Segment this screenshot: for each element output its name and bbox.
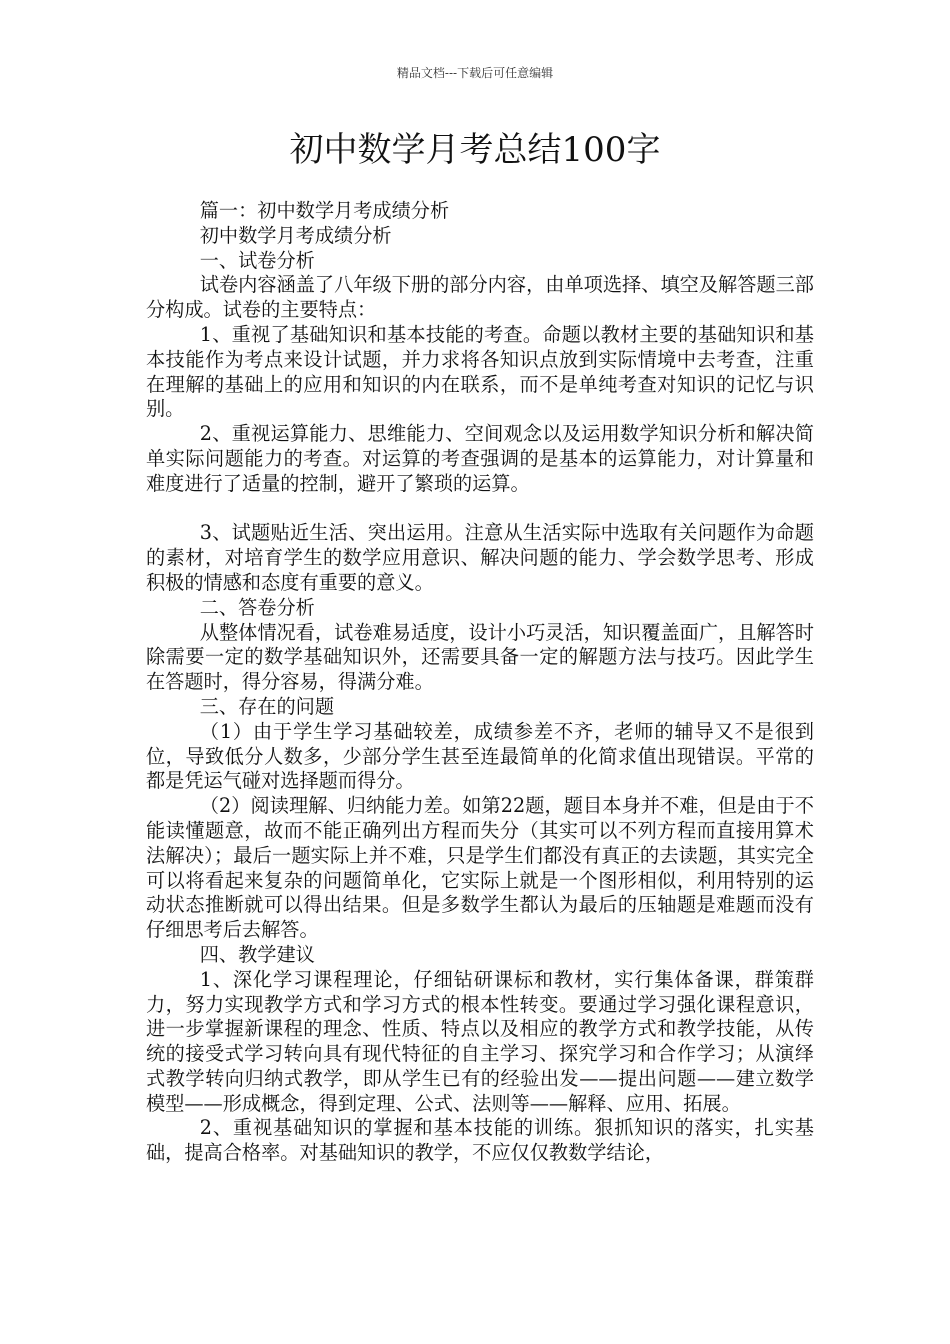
body-paragraph: （1）由于学生学习基础较差，成绩参差不齐，老师的辅导又不是很到位，导致低分人数多，少部分学生甚至连最简单的化简求值出现错误。平常的都是凭运气碰对选择题而得分。 <box>146 719 814 793</box>
subtitle: 初中数学月考成绩分析 <box>199 223 392 247</box>
section-heading: 四、教学建议 <box>199 942 315 966</box>
body-paragraph: 1、重视了基础知识和基本技能的考查。命题以教材主要的基础知识和基本技能作为考点来设计试题，并力求将各知识点放到实际情境中去考查，注重在理解的基础上的应用和知识的内在联系，而不是单纯考查对知识的记忆与识别。 <box>146 322 814 421</box>
section-heading: 一、试卷分析 <box>199 248 315 272</box>
section-heading: 篇一：初中数学月考成绩分析 <box>199 199 450 222</box>
body-paragraph: 1、深化学习课程理论，仔细钻研课标和教材，实行集体备课，群策群力，努力实现教学方式和学习方式的根本性转变。要通过学习强化课程意识，进一步掌握新课程的理念、性质、特点以及相应的教学方式和教学技能，从传统的接受式学习转向具有现代特征的自主学习、探究学习和合作学习；从演绎式教学转向归纳式教学，即从学生已有的经验出发——提出问题——建立数学模型——形成概念，得到定理、公式、法则等——解释、应用、拓展。 <box>146 967 814 1115</box>
body-paragraph: 从整体情况看，试卷难易适度，设计小巧灵活，知识覆盖面广，且解答时除需要一定的数学基础知识外，还需要具备一定的解题方法与技巧。因此学生在答题时，得分容易，得满分难。 <box>146 620 814 694</box>
body-paragraph: 3、试题贴近生活、突出运用。注意从生活实际中选取有关问题作为命题的素材，对培育学生的数学应用意识、解决问题的能力、学会数学思考、形成积极的情感和态度有重要的意义。 <box>146 521 814 594</box>
section-heading: 二、答卷分析 <box>199 595 315 619</box>
body-paragraph: （2）阅读理解、归纳能力差。如第22题，题目本身并不难，但是由于不能读懂题意，故而不能正确列出方程而失分（其实可以不列方程而直接用算术法解决）；最后一题实际上并不难，只是学生们都没有真正的去读题，其实完全可以将看起来复杂的问题简单化，它实际上就是一个图形相似，利用特别的运动状态推断就可以得出结果。但是多数学生都认为最后的压轴题是难题而没有仔细思考后去解答。 <box>146 794 814 942</box>
body-paragraph: 2、重视运算能力、思维能力、空间观念以及运用数学知识分析和解决简单实际问题能力的考查。对运算的考查强调的是基本的运算能力，对计算量和难度进行了适量的控制，避开了繁琐的运算。 <box>146 422 814 495</box>
body-paragraph: 试卷内容涵盖了八年级下册的部分内容，由单项选择、填空及解答题三部分构成。试卷的主要特点： <box>146 273 814 322</box>
document-title: 初中数学月考总结100字 <box>289 130 661 170</box>
document-body <box>146 199 814 1166</box>
body-paragraph: 2、重视基础知识的掌握和基本技能的训练。狠抓知识的落实，扎实基础，提高合格率。对基础知识的教学，不应仅仅教数学结论， <box>146 1116 814 1165</box>
page-header: 精品文档---下载后可任意编辑 <box>396 66 554 80</box>
section-heading: 三、存在的问题 <box>199 694 335 718</box>
